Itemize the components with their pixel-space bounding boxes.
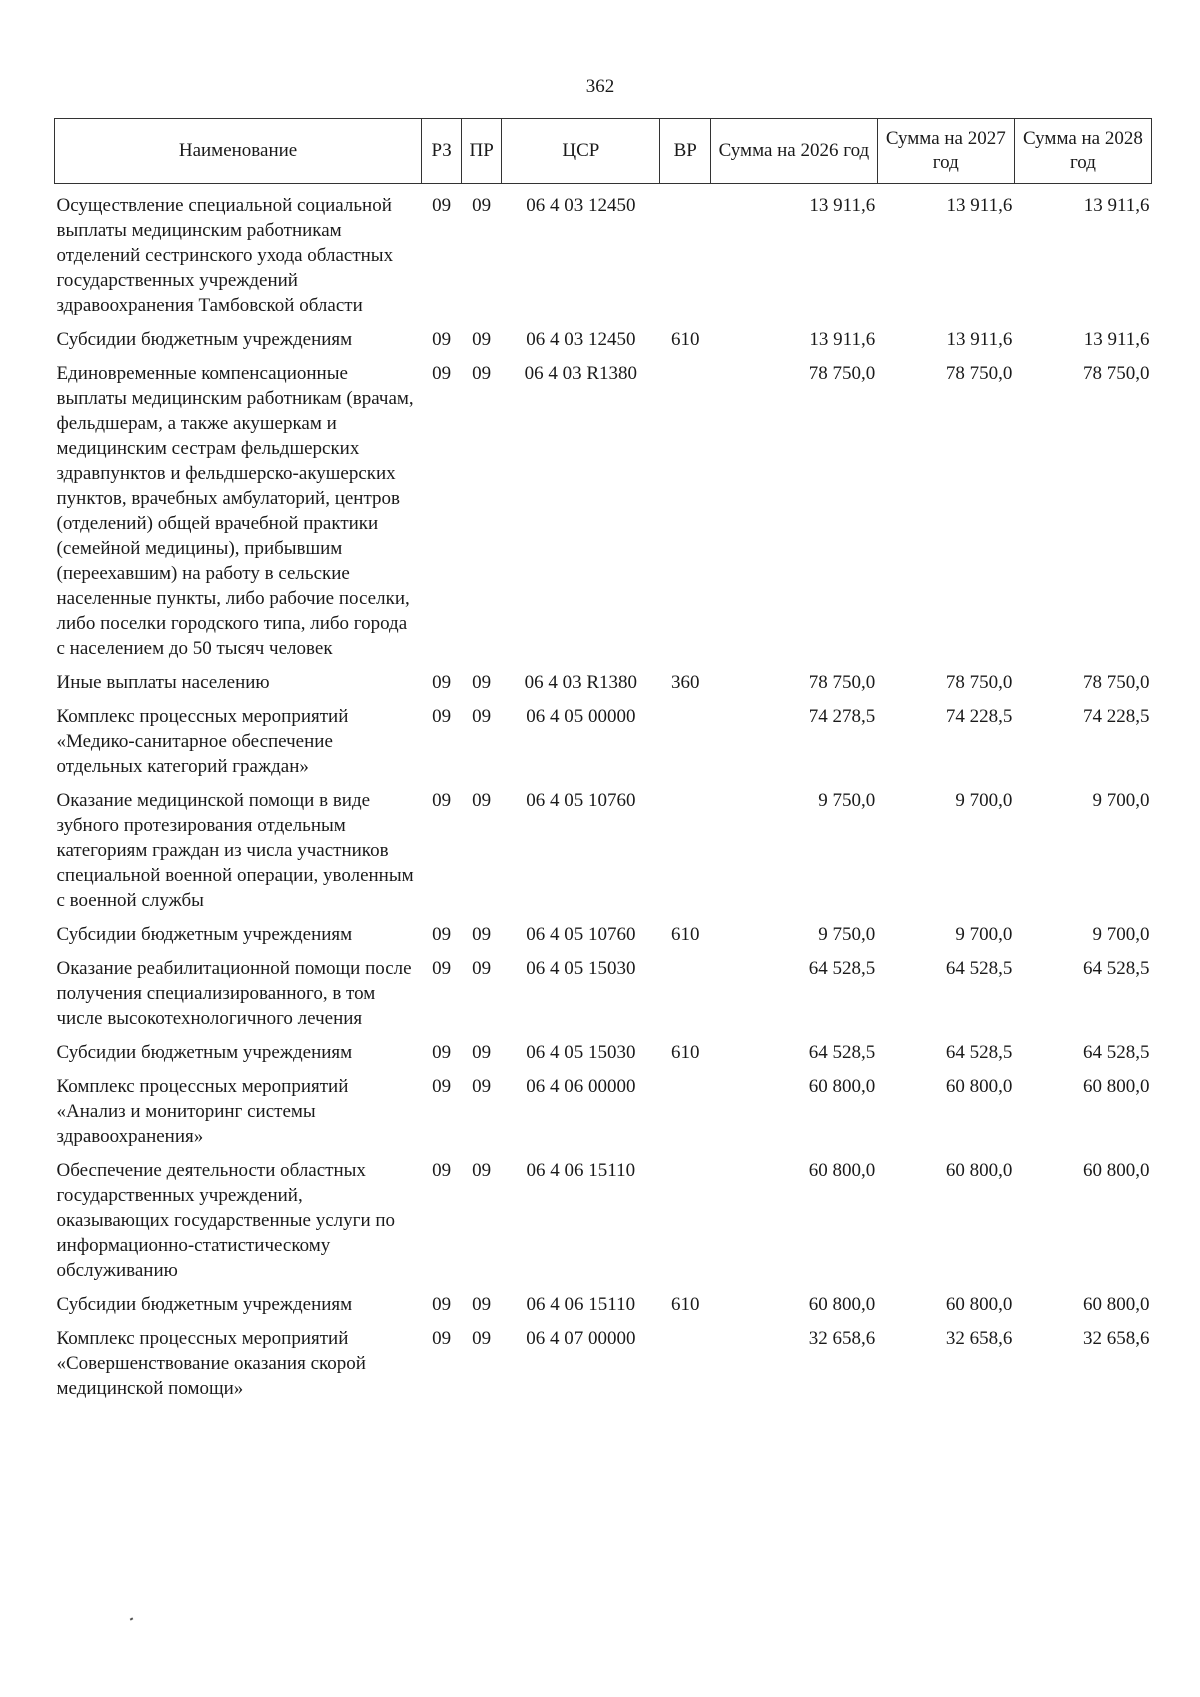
cell-sum-2028: 78 750,0 <box>1083 672 1150 693</box>
cell-name: Субсидии бюджетным учреждениям <box>56 1042 353 1063</box>
cell-sum-2027: 32 658,6 <box>945 1328 1013 1349</box>
cell-name: Комплекс процессных мероприятий «Совершенствование оказания скорой медицинской помощи» <box>56 1328 366 1399</box>
cell-sum-2028: 13 911,6 <box>1083 329 1150 350</box>
header-sum-2028: Сумма на 2028 год <box>1014 119 1151 184</box>
cell-sum-2027: 78 750,0 <box>945 672 1013 693</box>
cell-sum-2027: 9 700,0 <box>955 790 1013 811</box>
cell-name: Субсидии бюджетным учреждениям <box>56 924 353 945</box>
cell-rz: 09 <box>432 706 452 727</box>
table-row <box>55 354 1152 663</box>
cell-sum-2026: 13 911,6 <box>809 329 876 350</box>
cell-rz: 09 <box>432 790 452 811</box>
table-row <box>55 1151 1152 1285</box>
cell-pr: 09 <box>472 1042 492 1063</box>
cell-name: Единовременные компенсационные выплаты медицинским работникам (врачам, фельдшерам, а также акушеркам и медицинским сестрам фельдшерских здравпунктов и фельдшерско-акушерских пунктов, врачебных амбулаторий, центров (отделений) общей врачебной практики (семейной медицины), прибывшим (переехавшим) на работу в сельские населенные пункты, либо рабочие поселки, либо поселки городского типа, либо города с населением до 50 тысяч человек <box>56 363 414 659</box>
cell-vr <box>660 1151 711 1285</box>
cell-sum-2026: 32 658,6 <box>808 1328 876 1349</box>
cell-rz: 09 <box>432 1076 452 1097</box>
table-row <box>55 320 1152 354</box>
cell-vr: 610 <box>671 1042 700 1063</box>
cell-sum-2028: 60 800,0 <box>1083 1160 1150 1181</box>
cell-sum-2028: 9 700,0 <box>1092 924 1150 945</box>
cell-sum-2026: 60 800,0 <box>808 1160 876 1181</box>
cell-sum-2027: 64 528,5 <box>945 1042 1013 1063</box>
table-row <box>55 697 1152 781</box>
cell-pr: 09 <box>472 790 492 811</box>
cell-name: Субсидии бюджетным учреждениям <box>56 329 353 350</box>
cell-csr: 06 4 05 10760 <box>526 924 636 945</box>
cell-vr <box>660 781 711 915</box>
cell-sum-2027: 60 800,0 <box>945 1160 1013 1181</box>
cell-pr: 09 <box>472 706 492 727</box>
header-vr: ВР <box>660 119 711 184</box>
cell-sum-2026: 64 528,5 <box>808 1042 876 1063</box>
cell-rz: 09 <box>432 1294 452 1315</box>
cell-sum-2028: 64 528,5 <box>1083 1042 1150 1063</box>
cell-sum-2026: 13 911,6 <box>809 195 876 216</box>
cell-rz: 09 <box>432 195 452 216</box>
header-name: Наименование <box>55 119 422 184</box>
cell-name: Иные выплаты населению <box>56 672 270 693</box>
cell-rz: 09 <box>432 672 452 693</box>
cell-pr: 09 <box>472 329 492 350</box>
cell-name: Оказание медицинской помощи в виде зубного протезирования отдельным категориям граждан из числа участников специальной военной операции, уволенным с военной службы <box>56 790 414 911</box>
cell-sum-2028: 60 800,0 <box>1083 1294 1150 1315</box>
cell-csr: 06 4 03 12450 <box>526 195 636 216</box>
cell-sum-2027: 78 750,0 <box>945 363 1013 384</box>
cell-sum-2028: 74 228,5 <box>1083 706 1150 727</box>
cell-sum-2028: 78 750,0 <box>1083 363 1150 384</box>
cell-sum-2026: 60 800,0 <box>808 1076 876 1097</box>
cell-csr: 06 4 05 15030 <box>526 958 636 979</box>
cell-csr: 06 4 07 00000 <box>526 1328 636 1349</box>
cell-sum-2027: 64 528,5 <box>945 958 1013 979</box>
cell-csr: 06 4 05 15030 <box>526 1042 636 1063</box>
cell-csr: 06 4 03 R1380 <box>524 363 638 384</box>
cell-sum-2026: 78 750,0 <box>808 363 876 384</box>
cell-name: Субсидии бюджетным учреждениям <box>56 1294 353 1315</box>
cell-rz: 09 <box>432 329 452 350</box>
cell-rz: 09 <box>432 363 452 384</box>
cell-csr: 06 4 03 12450 <box>526 329 636 350</box>
cell-sum-2026: 74 278,5 <box>808 706 876 727</box>
table-row <box>55 781 1152 915</box>
cell-sum-2027: 13 911,6 <box>946 329 1013 350</box>
cell-pr: 09 <box>472 672 492 693</box>
scan-speck <box>130 1617 134 1620</box>
cell-rz: 09 <box>432 1042 452 1063</box>
table-row <box>55 1285 1152 1319</box>
cell-sum-2027: 13 911,6 <box>946 195 1013 216</box>
cell-name: Оказание реабилитационной помощи после получения специализированного, в том числе высокотехнологичного лечения <box>56 958 412 1029</box>
cell-vr <box>660 184 711 321</box>
cell-vr: 360 <box>671 672 700 693</box>
table-row <box>55 1067 1152 1151</box>
cell-sum-2027: 74 228,5 <box>945 706 1013 727</box>
cell-pr: 09 <box>472 958 492 979</box>
header-sum-2026: Сумма на 2026 год <box>711 119 878 184</box>
cell-vr <box>660 697 711 781</box>
cell-vr <box>660 949 711 1033</box>
cell-vr <box>660 354 711 663</box>
cell-sum-2026: 78 750,0 <box>808 672 876 693</box>
table-row <box>55 949 1152 1033</box>
table-row <box>55 1319 1152 1403</box>
cell-sum-2028: 64 528,5 <box>1083 958 1150 979</box>
page-number: 362 <box>585 76 615 97</box>
cell-csr: 06 4 05 10760 <box>526 790 636 811</box>
cell-csr: 06 4 06 15110 <box>526 1160 636 1181</box>
cell-vr <box>660 1067 711 1151</box>
cell-csr: 06 4 03 R1380 <box>524 672 638 693</box>
cell-pr: 09 <box>472 1328 492 1349</box>
cell-csr: 06 4 05 00000 <box>526 706 636 727</box>
cell-pr: 09 <box>472 1160 492 1181</box>
cell-sum-2028: 60 800,0 <box>1083 1076 1150 1097</box>
table-body <box>55 184 1152 1404</box>
cell-sum-2028: 32 658,6 <box>1083 1328 1150 1349</box>
cell-name: Осуществление специальной социальной выплаты медицинским работникам отделений сестринского ухода областных государственных учреждений здравоохранения Тамбовской области <box>56 195 394 316</box>
cell-sum-2026: 60 800,0 <box>808 1294 876 1315</box>
cell-sum-2027: 60 800,0 <box>945 1076 1013 1097</box>
table-row <box>55 184 1152 321</box>
cell-rz: 09 <box>432 924 452 945</box>
header-sum-2027: Сумма на 2027 год <box>877 119 1014 184</box>
cell-rz: 09 <box>432 1160 452 1181</box>
header-pr: ПР <box>462 119 502 184</box>
cell-sum-2026: 64 528,5 <box>808 958 876 979</box>
cell-csr: 06 4 06 15110 <box>526 1294 636 1315</box>
cell-csr: 06 4 06 00000 <box>526 1076 636 1097</box>
cell-pr: 09 <box>472 924 492 945</box>
table-row <box>55 663 1152 697</box>
cell-sum-2026: 9 750,0 <box>818 790 876 811</box>
cell-pr: 09 <box>472 195 492 216</box>
cell-sum-2028: 13 911,6 <box>1083 195 1150 216</box>
cell-vr: 610 <box>671 924 700 945</box>
table-row <box>55 1033 1152 1067</box>
cell-sum-2026: 9 750,0 <box>818 924 876 945</box>
cell-pr: 09 <box>472 363 492 384</box>
budget-table <box>54 118 1152 1403</box>
cell-sum-2028: 9 700,0 <box>1092 790 1150 811</box>
cell-vr: 610 <box>671 329 700 350</box>
cell-sum-2027: 60 800,0 <box>945 1294 1013 1315</box>
header-csr: ЦСР <box>502 119 660 184</box>
cell-vr: 610 <box>671 1294 700 1315</box>
table-row <box>55 915 1152 949</box>
cell-name: Комплекс процессных мероприятий «Анализ и мониторинг системы здравоохранения» <box>56 1076 349 1147</box>
cell-name: Комплекс процессных мероприятий «Медико-санитарное обеспечение отдельных категорий граждан» <box>56 706 349 777</box>
cell-name: Обеспечение деятельности областных государственных учреждений, оказывающих государственные услуги по информационно-статистическому обслуживанию <box>56 1160 396 1281</box>
header-rz: РЗ <box>422 119 462 184</box>
cell-rz: 09 <box>432 1328 452 1349</box>
cell-vr <box>660 1319 711 1403</box>
cell-pr: 09 <box>472 1294 492 1315</box>
cell-pr: 09 <box>472 1076 492 1097</box>
cell-sum-2027: 9 700,0 <box>955 924 1013 945</box>
table-header-row <box>55 119 1152 184</box>
cell-rz: 09 <box>432 958 452 979</box>
